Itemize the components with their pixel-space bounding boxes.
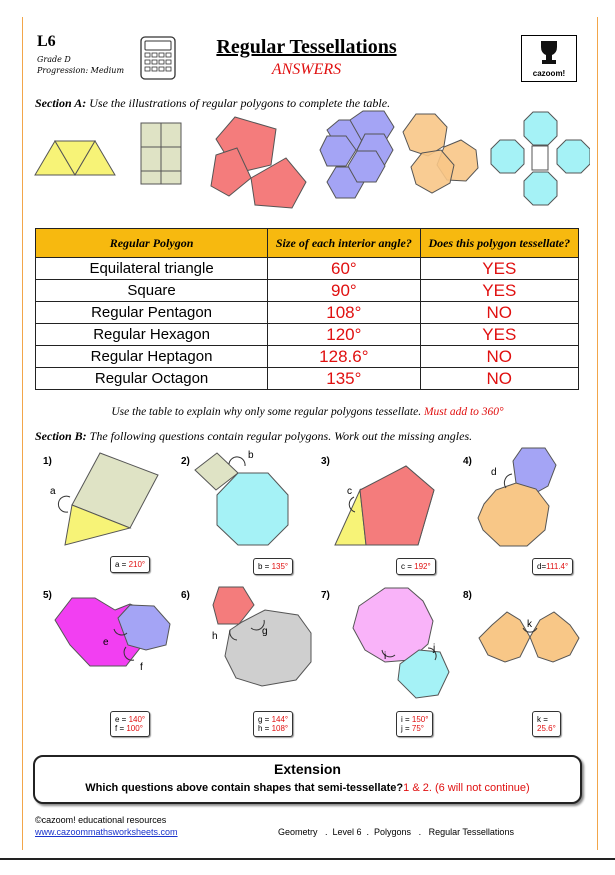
octagon-tessellation [491, 112, 590, 205]
section-a-heading: Section A: [35, 96, 87, 110]
table-row [36, 280, 579, 302]
q1-diagram [58, 453, 158, 545]
logo-text: cazoom! [532, 69, 566, 78]
tessellates: YES [420, 258, 578, 280]
q2-answer-box [253, 558, 293, 575]
polygon-name: Regular Octagon [36, 368, 268, 390]
interior-angle: 60° [268, 258, 420, 280]
tessellates: YES [420, 280, 578, 302]
square-tessellation [141, 123, 181, 184]
answer-text: b = 135° [258, 562, 289, 571]
polygon-illustrations [30, 110, 590, 214]
polygon-name: Square [36, 280, 268, 302]
col-header-polygon: Regular Polygon [36, 229, 268, 258]
cazoom-logo [521, 35, 577, 82]
footer-url-link[interactable]: www.cazoommathsworksheets.com [35, 827, 178, 837]
q6-number: 6) [181, 590, 190, 601]
extension-answer: 1 & 2. (6 will not continue) [403, 782, 530, 794]
tessellates: NO [420, 302, 578, 324]
q4-diagram [478, 448, 556, 546]
tessellates: NO [420, 368, 578, 390]
angle-label-k: k [527, 619, 532, 630]
section-a-instruction [35, 96, 390, 111]
question-diagrams [30, 440, 590, 740]
answer-text: g = 144° [258, 715, 289, 724]
interior-angle: 108° [268, 302, 420, 324]
q5-number: 5) [43, 590, 52, 601]
q3-number: 3) [321, 456, 330, 467]
interior-angle: 128.6° [268, 346, 420, 368]
explain-text: Use the table to explain why only some regular polygons tessellate. [111, 406, 422, 418]
section-b-text: The following questions contain regular polygons. Work out the missing angles. [86, 429, 473, 443]
col-header-tessellate: Does this polygon tessellate? [420, 229, 578, 258]
answer-text: e = 140° [115, 715, 146, 724]
angle-label-j: j [433, 643, 436, 654]
answer-text: k = [537, 715, 548, 724]
col-header-angle: Size of each interior angle? [268, 229, 420, 258]
q8-answer-box [532, 711, 561, 737]
q4-answer-box [532, 558, 573, 575]
q6-answer-box [253, 711, 293, 737]
answer-text: j = 75° [401, 724, 424, 733]
table-row [36, 302, 579, 324]
trophy-icon [522, 36, 576, 70]
answer-text: a = 210° [115, 560, 146, 569]
angle-label-f: f [140, 662, 143, 673]
level-label: L6 [37, 33, 56, 50]
pentagon-tessellation [211, 117, 306, 208]
answer-text: h = 108° [258, 724, 289, 733]
angle-label-g: g [262, 626, 268, 637]
angle-label-i: i [384, 651, 387, 662]
q4-number: 4) [463, 456, 472, 467]
answer-text: d=111.4° [537, 562, 569, 571]
page-title: Regular Tessellations [216, 36, 397, 58]
answers-subtitle: ANSWERS [271, 61, 342, 78]
explain-answer: Must add to 360° [421, 406, 504, 418]
extension-title: Extension [274, 761, 341, 777]
polygon-name: Equilateral triangle [36, 258, 268, 280]
hexagon-tessellation [320, 111, 394, 198]
footer-copyright: ©cazoom! educational resources [35, 815, 167, 825]
q1-number: 1) [43, 456, 52, 467]
explain-line [35, 406, 580, 418]
q7-answer-box [396, 711, 433, 737]
calculator-icon [140, 36, 176, 80]
polygon-name: Regular Hexagon [36, 324, 268, 346]
footer-breadcrumb: Geometry . Level 6 . Polygons . Regular Tessellations [278, 827, 514, 837]
answer-text: i = 150° [401, 715, 429, 724]
extension-box [33, 755, 582, 804]
q3-answer-box [396, 558, 436, 575]
q2-diagram [195, 453, 288, 545]
extension-question: Which questions above contain shapes that semi-tessellate? [85, 782, 404, 794]
angle-label-b: b [248, 450, 254, 461]
angle-label-e: e [103, 637, 109, 648]
q1-answer-box [110, 556, 150, 573]
heptagon-tessellation [403, 114, 478, 193]
tessellates: NO [420, 346, 578, 368]
interior-angle: 90° [268, 280, 420, 302]
answer-text: c = 192° [401, 562, 431, 571]
angle-label-h: h [212, 631, 218, 642]
table-row [36, 258, 579, 280]
angle-label-c: c [347, 486, 352, 497]
q2-number: 2) [181, 456, 190, 467]
section-b-heading: Section B: [35, 429, 87, 443]
grade-label: Grade D [37, 55, 71, 64]
polygon-name: Regular Heptagon [36, 346, 268, 368]
q3-diagram [335, 466, 434, 545]
section-a-text: Use the illustrations of regular polygons to complete the table. [86, 96, 391, 110]
tessellates: YES [420, 324, 578, 346]
interior-angle: 120° [268, 324, 420, 346]
progression-label: Progression: Medium [37, 66, 125, 75]
table-row [36, 368, 579, 390]
answer-text: f = 100° [115, 724, 143, 733]
answer-text: 25.6° [537, 724, 556, 733]
triangle-tessellation [35, 141, 115, 175]
extension-line [35, 782, 580, 794]
q5-diagram [55, 598, 170, 666]
table-row [36, 346, 579, 368]
table-row [36, 324, 579, 346]
angle-label-a: a [50, 486, 56, 497]
q7-number: 7) [321, 590, 330, 601]
interior-angle: 135° [268, 368, 420, 390]
polygon-table [35, 228, 579, 390]
q5-answer-box [110, 711, 150, 737]
angle-label-d: d [491, 467, 497, 478]
q8-number: 8) [463, 590, 472, 601]
polygon-name: Regular Pentagon [36, 302, 268, 324]
bottom-divider [0, 858, 615, 860]
